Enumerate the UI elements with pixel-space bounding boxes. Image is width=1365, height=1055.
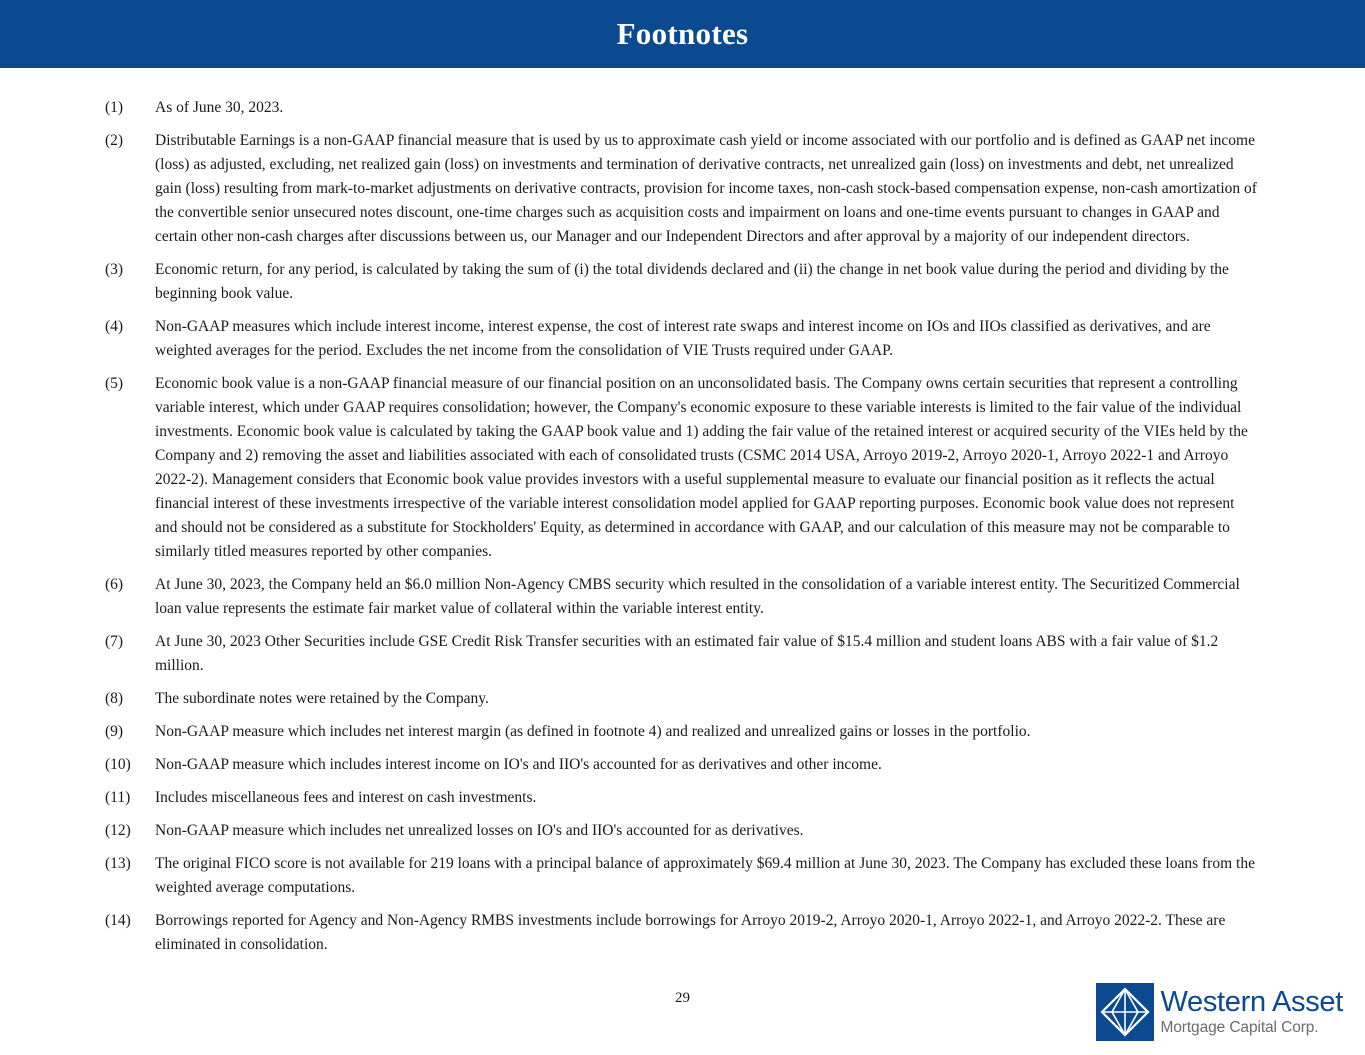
footnote-number: (11) xyxy=(105,789,131,807)
footnote-text: The original FICO score is not available for 219 loans with a principal balance of approximately $69.4 million at June 30, 2023. The Company has excluded these loans from the weighted average computations. xyxy=(155,855,1255,897)
footnote-text: At June 30, 2023, the Company held an $6.0 million Non-Agency CMBS security which resulted in the consolidation of a variable interest entity. The Securitized Commercial loan value represents the estimate fair market value of collateral within the variable interest entity. xyxy=(155,576,1240,618)
page-number: 29 xyxy=(675,990,690,1006)
footnote-text: Distributable Earnings is a non-GAAP financial measure that is used by us to approximate cash yield or income associated with our portfolio and is defined as GAAP net income (loss) as adjusted, excluding, net realized gain (loss) on investments and termination of derivative contracts, net unrealized gain (loss) on investments and debt, net unrealized gain (loss) resulting from mark-to-market adjustments on derivative contracts, provision for income taxes, non-cash stock-based compensation expense, non-cash amortization of the convertible senior unsecured notes discount, one-time charges such as acquisition costs and impairment on loans and one-time events pursuant to changes in GAAP and certain other non-cash charges after discussions between us, our Manager and our Independent Directors and after approval by a majority of our independent directors. xyxy=(155,132,1257,246)
footnote-number: (14) xyxy=(105,912,131,930)
footnote-number: (13) xyxy=(105,855,131,873)
footnote-item xyxy=(105,630,1260,678)
footnote-number: (10) xyxy=(105,756,131,774)
footnote-text: Non-GAAP measures which include interest income, interest expense, the cost of interest rate swaps and interest income on IOs and IIOs classified as derivatives, and are weighted averages for the period. Excludes the net income from the consolidation of VIE Trusts required under GAAP. xyxy=(155,318,1211,360)
footnote-text: Economic book value is a non-GAAP financial measure of our financial position on an unconsolidated basis. The Company owns certain securities that represent a controlling variable interest, which under GAAP requires consolidation; however, the Company's economic exposure to these variable interests is limited to the fair value of the individual investments. Economic book value is calculated by taking the GAAP book value and 1) adding the fair value of the retained interest or acquired security of the VIEs held by the Company and 2) removing the asset and liabilities associated with each of consolidated trusts (CSMC 2014 USA, Arroyo 2019-2, Arroyo 2020-1, Arroyo 2022-1 and Arroyo 2022-2). Management considers that Economic book value provides investors with a useful supplemental measure to evaluate our financial position as it reflects the actual financial interest of these investments irrespective of the variable interest consolidation model applied for GAAP reporting purposes. Economic book value does not represent and should not be considered as a substitute for Stockholders' Equity, as determined in accordance with GAAP, and our calculation of this measure may not be comparable to similarly titled measures reported by other companies. xyxy=(155,375,1248,561)
footnote-item xyxy=(105,786,1260,810)
footnote-item xyxy=(105,909,1260,957)
logo-company-name: Western Asset xyxy=(1160,986,1343,1019)
footnote-number: (9) xyxy=(105,723,124,741)
footnote-item xyxy=(105,720,1260,744)
footnotes-list xyxy=(0,68,1365,957)
footnote-number: (7) xyxy=(105,633,124,651)
company-logo xyxy=(1096,983,1343,1041)
logo-company-subtitle: Mortgage Capital Corp. xyxy=(1160,1019,1319,1037)
footnote-number: (4) xyxy=(105,318,124,336)
footnote-item xyxy=(105,687,1260,711)
footnote-text: Non-GAAP measure which includes interest income on IO's and IIO's accounted for as derivatives and other income. xyxy=(155,756,882,774)
footnote-number: (6) xyxy=(105,576,124,594)
footnote-text: Includes miscellaneous fees and interest on cash investments. xyxy=(155,789,537,807)
footnote-item xyxy=(105,96,1260,120)
footnote-number: (5) xyxy=(105,375,124,393)
footnote-number: (12) xyxy=(105,822,131,840)
footnote-item xyxy=(105,753,1260,777)
page-title: Footnotes xyxy=(616,16,749,51)
footnote-text: Non-GAAP measure which includes net unrealized losses on IO's and IIO's accounted for as derivatives. xyxy=(155,822,804,840)
slide-header xyxy=(0,0,1365,68)
diamond-logo-icon xyxy=(1096,983,1154,1041)
footnote-item xyxy=(105,315,1260,363)
footnote-text: Non-GAAP measure which includes net interest margin (as defined in footnote 4) and realized and unrealized gains or losses in the portfolio. xyxy=(155,723,1031,741)
footnote-item xyxy=(105,573,1260,621)
footnote-number: (3) xyxy=(105,261,124,279)
footnote-number: (1) xyxy=(105,99,124,116)
footnote-item xyxy=(105,852,1260,900)
footnote-item xyxy=(105,372,1260,564)
footnote-number: (2) xyxy=(105,132,124,150)
footnote-text: Borrowings reported for Agency and Non-Agency RMBS investments include borrowings for Arroyo 2019-2, Arroyo 2020-1, Arroyo 2022-1, and Arroyo 2022-2. These are eliminated in consolidation. xyxy=(155,912,1226,954)
footnote-text: The subordinate notes were retained by the Company. xyxy=(155,690,489,708)
footnote-item xyxy=(105,129,1260,249)
footnote-item xyxy=(105,819,1260,843)
footnote-number: (8) xyxy=(105,690,124,708)
footnote-item xyxy=(105,258,1260,306)
footnote-text: As of June 30, 2023. xyxy=(155,99,284,116)
footnote-text: At June 30, 2023 Other Securities include GSE Credit Risk Transfer securities with an estimated fair value of $15.4 million and student loans ABS with a fair value of $1.2 million. xyxy=(155,633,1219,675)
footnote-text: Economic return, for any period, is calculated by taking the sum of (i) the total dividends declared and (ii) the change in net book value during the period and dividing by the beginning book value. xyxy=(155,261,1229,303)
